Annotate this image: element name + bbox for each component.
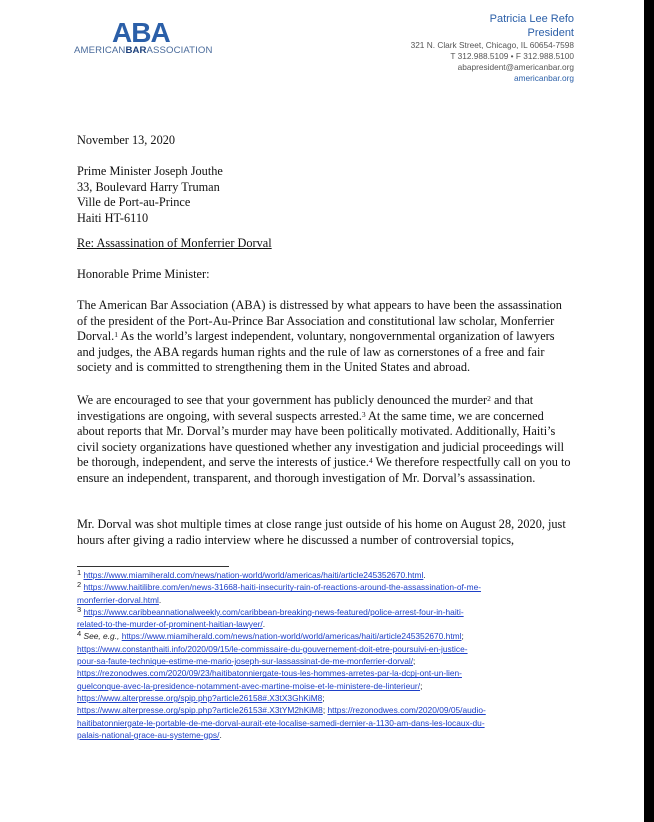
footnote-number: 1 (77, 568, 82, 577)
footnote-divider (77, 566, 229, 567)
paragraph-2 (77, 393, 572, 486)
footnote-number: 4 (77, 629, 82, 639)
footnote-4-cont (77, 655, 577, 667)
paragraph-2-text: At the same time, we are concerned about reports that Mr. Dorval’s murder may have been politically motivated. Additionally, Haiti’s civil society organizations have questioned whether any investigation and judicial proceedings will be thorough, independent, and serve the interests of justice. (77, 408, 565, 469)
page-edge (644, 0, 654, 822)
aba-logo-mark (112, 18, 174, 44)
footnote-link[interactable]: https://www.constanthaiti.info/2020/09/15/le-commissaire-du-gouvernement-doit-etre-poursuivi-en-justice- (77, 643, 468, 654)
footnote-punct: ; (322, 705, 326, 716)
sender-website[interactable]: americanbar.org (514, 73, 574, 83)
footnote-link[interactable]: https://www.alterpresse.org/spip.php?article26153#.X3tYM2hKiM8 (77, 705, 323, 716)
footnote-link[interactable]: quelconque-avec-la-presidence-notamment-avec-martine-moise-et-le-ministere-de-linterieur/ (77, 680, 421, 691)
footnote-4-cont (77, 643, 577, 655)
footnote-link[interactable]: monferrier-dorval.html (77, 594, 159, 605)
footnote-4-cont (77, 717, 577, 729)
footnote-link[interactable]: https://www.miamiherald.com/news/nation-world/world/americas/haiti/article245352670.html (121, 631, 462, 642)
sender-name: Patricia Lee Refo (489, 13, 574, 25)
footnote-link[interactable]: https://www.haitilibre.com/en/news-31668-haiti-insecurity-rain-of-reactions-around-the-assassination-of-me- (83, 582, 482, 593)
sender-email: abapresident@americanbar.org (457, 62, 574, 72)
footnote-punct: ; (322, 692, 325, 703)
sender-phone: T 312.988.5109 • F 312.988.5100 (450, 51, 574, 61)
footnote-1 (77, 569, 577, 581)
footnote-punct: ; (413, 656, 416, 667)
footnote-punct: . (158, 594, 162, 605)
paragraph-3: Mr. Dorval was shot multiple times at close range just outside of his home on August 28, 2020, just hours after giving a radio interview where he discussed a number of controversial topics, (77, 517, 566, 547)
footnote-4-cont (77, 680, 577, 692)
paragraph-2-text: We therefore respectfully call on you to ensure an independent, transparent, and thorough investigation of Mr. Dorval’s assassination. (77, 455, 571, 485)
footnote-ref-3: 3 (361, 409, 366, 419)
recipient-address (77, 164, 572, 226)
footnote-link[interactable]: related-to-the-murder-of-prominent-haitian-lawyer/ (77, 619, 263, 630)
footnote-link[interactable]: haitibatonniergate-le-portable-de-me-dorval-aurait-ete-localise-samedi-dernier-a-1130-am-dans-les-locaux-du- (77, 717, 485, 728)
footnote-2-cont (77, 594, 577, 606)
footnote-ref-4: 4 (368, 456, 373, 465)
footnote-2 (77, 581, 577, 593)
logo-word-association: ASSOCIATION (146, 45, 213, 56)
footnote-link[interactable]: https://www.caribbeannationalweekly.com/caribbean-breaking-news-featured/police-arrest-four-in-haiti- (83, 606, 464, 617)
footnote-punct: . (262, 619, 266, 630)
paragraph-2-text: and that investigations are ongoing, with several suspects arrested. (77, 393, 534, 423)
letter-subject: Re: Assassination of Monferrier Dorval (77, 236, 272, 250)
recipient-line: Prime Minister Joseph Jouthe (77, 164, 223, 178)
footnote-intro: See, e.g., (83, 631, 120, 642)
sender-address: 321 N. Clark Street, Chicago, IL 60654-7598 (410, 40, 574, 50)
footnote-link[interactable]: https://rezonodwes.com/2020/09/23/haitibatonniergate-tous-les-hommes-arretes-par-la-dcpj-ont-un-lien- (77, 668, 462, 679)
footnote-4-cont (77, 729, 577, 741)
footnote-4-cont (77, 704, 577, 716)
footnote-3 (77, 606, 577, 618)
footnote-punct: ; (420, 680, 423, 691)
footnote-4-cont (77, 667, 577, 679)
footnotes (77, 569, 577, 741)
letterhead-contact (411, 12, 574, 84)
logo-word-american: AMERICAN (74, 45, 126, 56)
logo-word-bar: BAR (125, 45, 147, 56)
footnote-4 (77, 630, 577, 642)
footnote-ref-1: 1 (114, 330, 118, 339)
footnote-punct: ; (461, 631, 464, 642)
sender-role: President (527, 27, 574, 39)
footnote-ref-2: 2 (487, 394, 491, 403)
footnote-link[interactable]: pour-sa-faute-technique-estime-me-mario-joseph-sur-lassassinat-de-me-monferrier-dorval/ (77, 656, 414, 667)
aba-logo (74, 18, 214, 60)
paragraph-1 (77, 298, 572, 376)
footnote-link[interactable]: https://rezonodwes.com/2020/09/05/audio- (327, 705, 486, 716)
letter-date: November 13, 2020 (77, 133, 176, 147)
paragraph-2-text: We are encouraged to see that your government has publicly denounced the murder (77, 393, 488, 407)
aba-logo-wordmark (74, 45, 224, 56)
paragraph-1-text: As the world’s largest independent, voluntary, nongovernmental organization of lawyers and judges, the ABA regards human rights and the rule of law as cornerstones of a free and fair society and is committed to strengthening them in the United States and abroad. (77, 329, 555, 374)
salutation: Honorable Prime Minister: (77, 267, 210, 281)
recipient-line: Ville de Port-au-Prince (77, 195, 191, 209)
footnote-punct: . (423, 570, 426, 580)
aba-logo-initials: ABA (112, 18, 170, 44)
recipient-line: 33, Boulevard Harry Truman (77, 179, 220, 194)
footnote-number: 2 (77, 580, 82, 590)
footnote-number: 3 (77, 604, 82, 614)
footnote-link[interactable]: https://www.alterpresse.org/spip.php?article26158#.X3tX3GhKiM8 (77, 692, 323, 703)
footnote-link[interactable]: https://www.miamiherald.com/news/nation-world/world/americas/haiti/article245352670.html (83, 570, 424, 580)
footnote-4-cont (77, 692, 577, 704)
footnote-link[interactable]: palais-national-grace-au-systeme-gps/ (77, 729, 220, 740)
footnote-punct: . (219, 729, 222, 740)
footnote-3-cont (77, 618, 577, 630)
recipient-line: Haiti HT-6110 (77, 210, 149, 225)
paragraph-1-text: The American Bar Association (ABA) is distressed by what appears to have been the assassination of the president of the Port-Au-Prince Bar Association and constitutional law scholar, Monferrier Dorval. (77, 298, 562, 343)
